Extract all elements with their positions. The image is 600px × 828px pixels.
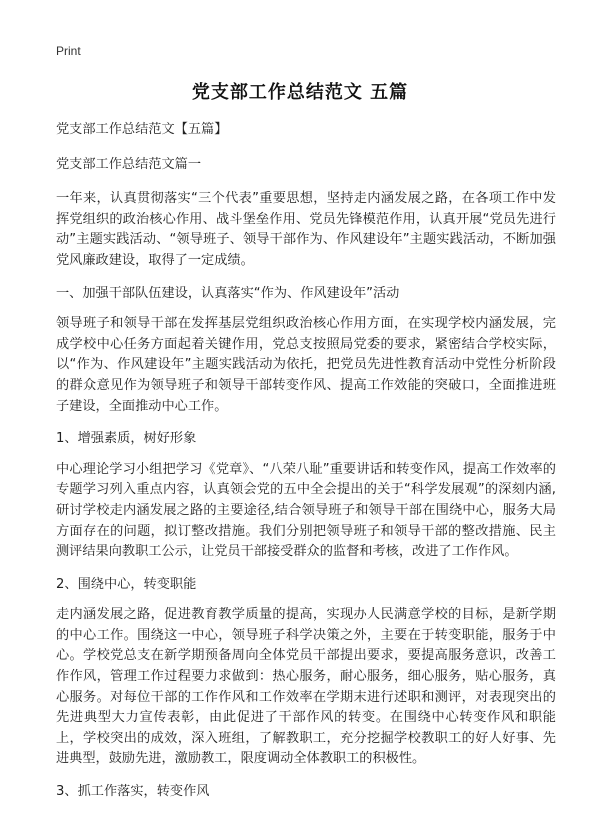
item-heading: 2、围绕中心，转变职能	[56, 576, 197, 592]
document-body	[56, 120, 556, 813]
document-subtitle: 党支部工作总结范文【五篇】	[56, 122, 228, 137]
document-title: 党支部工作总结范文 五篇	[191, 82, 409, 103]
section-paragraph: 领导班子和领导干部在发挥基层党组织政治核心作用方面，在实现学校内涵发展，完成学校中心任务方面起着关键作用，党总支按照局党委的要求，紧密结合学校实际，以“作为、作风建设年”主题实践活动为依托，把党员先进性教育活动中党性分析阶段的群众意见作为领导班子和领导干部转变作风、提高工作效能的突破口，全面推进班子建设，全面推动中心工作。	[56, 316, 556, 414]
section-heading: 一、加强干部队伍建设，认真落实“作为、作风建设年”活动	[56, 285, 400, 301]
item-paragraph: 中心理论学习小组把学习《党章》、“八荣八耻”重要讲话和转变作风，提高工作效率的专题学习列入重点内容，认真领会党的五中全会提出的关于“科学发展观”的深刻内涵,研讨学校走内涵发展之路的主要途径,结合领导班子和领导干部在围绕中心，服务大局方面存在的问题，拟订整改措施。我们分别把领导班子和领导干部的整改措施、民主测评结果向教职工公示，让党员干部接受群众的监督和考核，改进了工作作风。	[56, 461, 556, 560]
part-title: 党支部工作总结范文篇一	[56, 156, 202, 172]
print-link[interactable]: Print	[56, 44, 81, 58]
intro-paragraph: 一年来，认真贯彻落实“三个代表”重要思想，坚持走内涵发展之路，在各项工作中发挥党组织的政治核心作用、战斗堡垒作用、党员先锋模范作用，认真开展“党员先进行动”主题实践活动、“领导班子、领导干部作为、作风建设年”主题实践活动，不断加强党风廉政建设，取得了一定成绩。	[56, 191, 556, 268]
item-heading: 3、抓工作落实，转变作风	[56, 784, 210, 800]
item-paragraph: 走内涵发展之路，促进教育教学质量的提高，实现办人民满意学校的目标，是新学期的中心工作。围绕这一中心，领导班子科学决策之外，主要在于转变职能，服务于中心。学校党总支在新学期预备周向全体党员干部提出要求，要提高服务意识，改善工作作风，管理工作过程要力求做到：热心服务，耐心服务，细心服务，贴心服务，真心服务。对每位干部的工作作风和工作效率在学期末进行述职和测评，对表现突出的先进典型大力宣传表彰，由此促进了干部作风的转变。在围绕中心转变作风和职能上，学校突出的成效，深入班组，了解教职工，充分挖掘学校教职工的好人好事、先进典型，鼓励先进，激励教工，限度调动全体教职工的积极性。	[56, 607, 556, 767]
item-heading: 1、增强素质，树好形象	[56, 431, 197, 447]
